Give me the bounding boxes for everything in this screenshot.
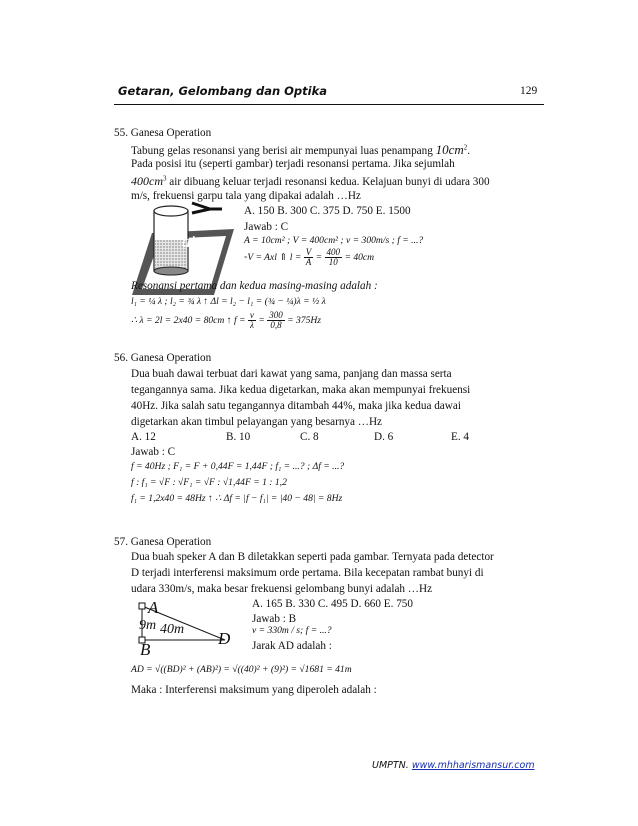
frac-num: V <box>305 247 312 257</box>
q56-text-line-1: Dua buah dawai terbuat dari kawat yang sama, panjang dan massa serta <box>131 368 452 380</box>
q55-eq-2 <box>244 248 374 268</box>
q55-eq-4 <box>131 311 321 331</box>
label-9m: 9m <box>139 618 157 633</box>
q55-eq-2-right: = 40cm <box>344 252 375 264</box>
air-label: air <box>182 232 202 251</box>
tube-opening <box>154 206 188 216</box>
frac-num: 400 <box>326 247 341 257</box>
q57-options: A. 165 B. 330 C. 495 D. 660 E. 750 <box>252 598 413 610</box>
q55-heading: 55. Ganesa Operation <box>114 127 212 139</box>
header-rule <box>114 104 544 105</box>
q55-volume-exp: 3 <box>163 174 167 183</box>
q56-answer: Jawab : C <box>131 446 176 458</box>
frac-den: 0,8 <box>270 320 282 331</box>
q55-eq-3: l₁ = ¼ λ ; l₂ = ¾ λ ↑ Δl = l₂ − l₁ = (¾ − ¼)λ = ½ λ <box>131 296 326 307</box>
q56-eq-1: f = 40Hz ; F₁ = F + 0,44F = 1,44F ; f₁ = ...? ; Δf = ...? <box>131 461 345 472</box>
frac-den: A <box>305 257 312 268</box>
q56-option-a: A. 12 <box>131 431 156 443</box>
q55-text-line-3 <box>131 174 490 189</box>
q57-text-line-1: Dua buah speker A dan B diletakkan seperti pada gambar. Ternyata pada detector <box>131 551 494 563</box>
footer-source <box>372 760 535 771</box>
q56-text-line-2: tegangannya sama. Jika kedua digetarkan, maka akan mempunyai frekuensi <box>131 384 471 396</box>
q55-area-exp: 2 <box>463 143 468 152</box>
frac-den: λ <box>249 320 254 331</box>
q57-conclusion: Maka : Interferensi maksimum yang diperoleh adalah : <box>131 684 377 696</box>
fraction-V-over-A <box>304 248 314 268</box>
q55-area: 10cm <box>435 142 464 157</box>
q57-text-line-3: udara 330m/s, maka besar frekuensi gelombang bunyi adalah …Hz <box>131 583 433 595</box>
q55-text-line-1 <box>131 142 470 158</box>
fraction-300-over-0-8 <box>267 311 285 331</box>
q55-options: A. 150 B. 300 C. 375 D. 750 E. 1500 <box>244 205 411 217</box>
q55-period: . <box>467 145 471 157</box>
q57-answer: Jawab : B <box>252 613 297 625</box>
q56-text-line-4: digetarkan akan timbul pelayangan yang besarnya …Hz <box>131 416 383 428</box>
footer-source-label: UMPTN. <box>372 760 409 771</box>
q57-eq-2: AD = √((BD)² + (AB)²) = √((40)² + (9)²) = √1681 = 41m <box>131 664 352 675</box>
q55-text-line-4: m/s, frekuensi garpu tala yang dipakai adalah …Hz <box>131 190 361 202</box>
q57-heading: 57. Ganesa Operation <box>114 536 212 548</box>
q55-eq-4-left: ∴ λ = 2l = 2x40 = 80cm ↑ f = <box>131 315 246 327</box>
q56-option-c: C. 8 <box>300 431 319 443</box>
label-D: D <box>218 629 231 648</box>
page-number: 129 <box>520 85 538 97</box>
q55-eq-2-mid: = <box>315 252 323 264</box>
q55-note: Resonansi pertama dan kedua masing-masing adalah : <box>131 280 378 292</box>
q56-option-d: D. 6 <box>374 431 394 443</box>
q55-text-3: air dibuang keluar terjadi resonansi kedua. Kelajuan bunyi di udara 300 <box>169 176 490 188</box>
label-40m: 40m <box>160 622 185 637</box>
frac-den: 10 <box>328 257 338 268</box>
q57-jarak-label: Jarak AD adalah : <box>252 640 332 652</box>
q56-eq-2: f : f₁ = √F : √F₁ = √F : √1,44F = 1 : 1,2 <box>131 477 287 488</box>
fraction-v-over-lambda <box>248 311 256 331</box>
q57-text-line-2: D terjadi interferensi maksimum orde pertama. Bila kecepatan rambat bunyi di <box>131 567 484 579</box>
q55-volume: 400cm <box>131 174 163 188</box>
q55-answer: Jawab : C <box>244 221 289 233</box>
running-header-title: Getaran, Gelombang dan Optika <box>118 84 328 98</box>
q56-option-e: E. 4 <box>451 431 470 443</box>
speaker-A <box>139 603 145 609</box>
q55-eq-2-left: ◦V = Axl ⇑ l = <box>244 252 302 264</box>
q56-text-line-3: 40Hz. Jika salah satu tegangannya ditambah 44%, maka jika kedua dawai <box>131 400 461 412</box>
q55-text-1: Tabung gelas resonansi yang berisi air mempunyai luas penampang <box>131 145 433 157</box>
q55-eq-4-right: = 375Hz <box>287 315 322 327</box>
frac-num: v <box>249 310 254 320</box>
q56-eq-3: f₁ = 1,2x40 = 48Hz ↑ ∴ Δf = |f − f₁| = |40 − 48| = 8Hz <box>131 493 343 504</box>
label-A: A <box>148 598 159 617</box>
q56-heading: 56. Ganesa Operation <box>114 352 212 364</box>
fraction-400-over-10 <box>325 248 343 268</box>
q56-option-b: B. 10 <box>226 431 251 443</box>
tube-bottom <box>154 267 188 275</box>
footer-link[interactable]: www.mhharismansur.com <box>411 760 535 771</box>
q57-eq-1: v = 330m / s; f = ...? <box>252 625 332 636</box>
q55-text-line-2: Pada posisi itu (seperti gambar) terjadi resonansi pertama. Jika sejumlah <box>131 158 455 170</box>
q55-eq-1: A = 10cm² ; V = 400cm² ; v = 300m/s ; f = ...? <box>244 235 424 246</box>
q55-eq-4-mid: = <box>258 315 265 327</box>
label-B: B <box>140 640 151 659</box>
frac-num: 300 <box>269 310 283 320</box>
tuning-fork-prong-2 <box>192 209 210 213</box>
